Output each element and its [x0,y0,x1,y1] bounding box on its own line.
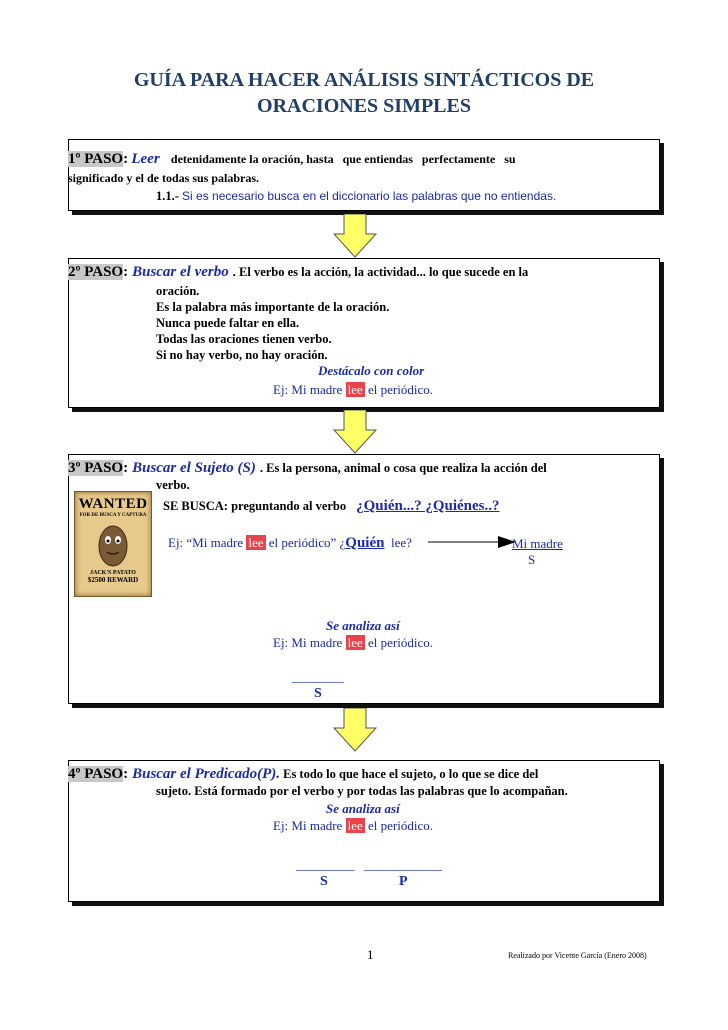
step2-line-1: oración. [156,284,200,298]
step2-example: Ej: Mi madre lee el periódico. [273,382,433,397]
verb-highlight: lee [347,382,363,397]
step3-action: Buscar el Sujeto (S) [132,460,256,476]
step2-line-5: Si no hay verbo, no hay oración. [156,348,328,362]
arrow-down-icon [333,214,377,258]
step4-tag-s: S [320,874,328,889]
step2-line-4: Todas las oraciones tienen verbo. [156,332,332,346]
wanted-poster-image [74,491,152,597]
step1-text-a: detenidamente la oración, hasta que entiendas perfectamente su [170,152,516,166]
step4-underline-p: ____________ [364,857,442,872]
verb-highlight: lee [248,535,264,550]
step2-content: 2º PASO: Buscar el verbo . El verbo es la acción, la actividad... lo que sucede en la oración. Es la palabra más importante de la oración. Nunca puede faltar en ella. Todas las oraciones tienen verbo. Si no hay verbo, no hay oración. Destácalo con color Ej: Mi madre lee el periódico. [68,263,658,363]
step4-analiza: Se analiza así [326,801,400,816]
step2-line-3: Nunca puede faltar en ella. [156,316,300,330]
arrow-down-icon [333,410,377,454]
step3-analiza: Se analiza así [326,618,400,633]
step4-underline-s: _________ [296,857,355,872]
step3-tag: S [314,686,322,701]
step2-line-2: Es la palabra más importante de la oración. [156,300,390,314]
step3-content: 3º PASO: Buscar el Sujeto (S) . Es la persona, animal o cosa que realiza la acción del verbo. WANTED FOR DE BUSCA Y CAPTURA JACK'S PATATO $2500 REWARD SE BUSCA: preguntando al verbo ¿Quién...? ¿Quiénes..? Ej: “Mi madre lee el periódico” ¿Quién lee? Mi madre S Se analiza así Ej: Mi madre lee el periódico. ________ S [68,459,658,704]
step3-question: ¿Quién...? ¿Quiénes..? [356,498,500,514]
step1-label: 1º PASO [68,151,124,167]
step4-example: Ej: Mi madre lee el periódico. [273,818,433,833]
step1-text-b: significado y el de todas sus palabras. [68,171,260,185]
step4-action: Buscar el Predicado(P). [132,766,280,782]
step1-action: Leer [131,151,160,167]
page-title-line1: GUÍA PARA HACER ANÁLISIS SINTÁCTICOS DE [133,69,595,91]
arrow-down-icon [333,708,377,752]
step4-tag-p: P [399,874,408,889]
poster-reward: $2500 REWARD [87,576,139,584]
step3-lead2: verbo. [156,478,190,492]
potato-character-icon [75,518,151,570]
arrow-right-icon [428,535,518,549]
poster-line1: FOR DE BUSCA Y CAPTURA [79,513,147,518]
step2-highlight: Destácalo con color [318,363,425,378]
step3-answer-tag: S [528,552,536,567]
step4-lead: Es todo lo que hace el sujeto, o lo que se dice del [279,767,539,781]
step3-search-label: SE BUSCA: preguntando al verbo [163,499,347,513]
step1-sub-num: 1.1.- [156,189,179,203]
step2-lead: . El verbo es la acción, la actividad... lo que sucede en la [232,265,529,279]
step3-label: 3º PASO [68,460,124,476]
poster-wanted: WANTED [78,496,148,512]
verb-highlight: lee [347,818,363,833]
step4-lead2: sujeto. Está formado por el verbo y por todas las palabras que lo acompañan. [156,784,568,798]
step3-underline: ________ [292,669,344,684]
page-number: 1 [367,947,374,962]
poster-line2: JACK'S PATATO [90,570,136,576]
verb-highlight: lee [347,635,363,650]
step2-action: Buscar el verbo [132,264,229,280]
footer-credit: Realizado por Vicente García (Enero 2008) [508,951,647,960]
step1-sub-text: Si es necesario busca en el diccionario las palabras que no entiendas. [182,189,557,203]
step2-label: 2º PASO [68,264,124,280]
step3-lead: . Es la persona, animal o cosa que realiza la acción del [259,461,547,475]
step3-answer: Mi madre [512,536,563,551]
step4-content: 4º PASO: Buscar el Predicado(P). Es todo lo que hace el sujeto, o lo que se dice del sujeto. Está formado por el verbo y por todas las palabras que lo acompañan. Se analiza así Ej: Mi madre lee el periódico. _________ ____________ S P [68,765,658,903]
step4-label: 4º PASO [68,766,124,782]
step3-example-question: Ej: “Mi madre lee el periódico” ¿Quién lee? [168,535,412,551]
page-title-line2: ORACIONES SIMPLES [257,95,471,117]
step1-content: 1º PASO: Leer detenidamente la oración, hasta que entiendas perfectamente su significado y el de todas sus palabras. 1.1.- Si es necesario busca en el diccionario las palabras que no entiendas. [68,150,658,205]
step3-example: Ej: Mi madre lee el periódico. [273,635,433,650]
